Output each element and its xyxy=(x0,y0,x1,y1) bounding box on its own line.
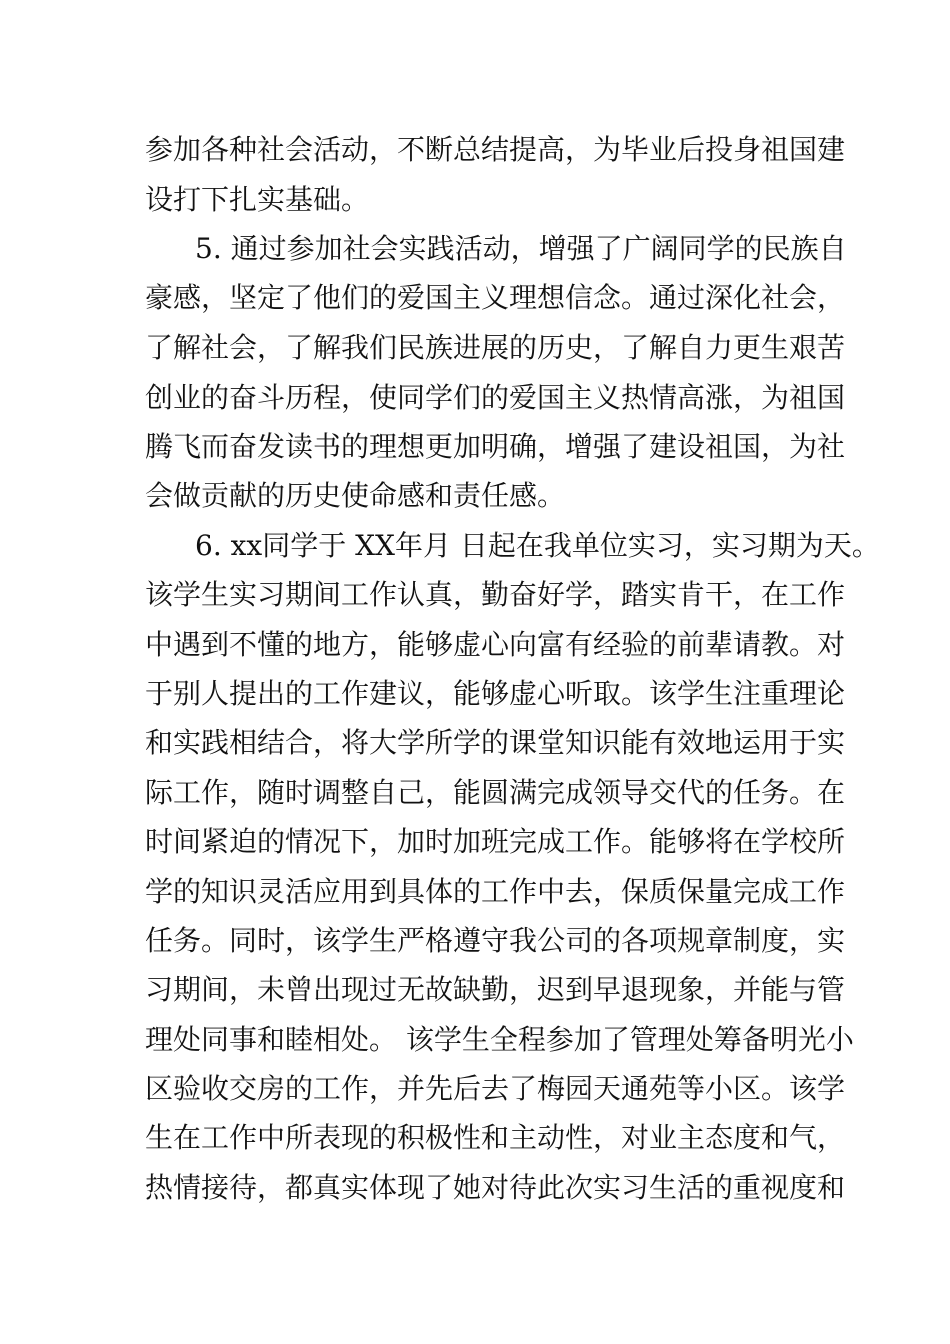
text-line: 了解社会，了解我们民族进展的历史，了解自力更生艰苦 xyxy=(145,331,846,364)
text-line: 热情接待，都真实体现了她对待此次实习生活的重视度和 xyxy=(145,1171,846,1204)
text-line: 时间紧迫的情况下，加时加班完成工作。能够将在学校所 xyxy=(145,825,846,858)
text-line: 学的知识灵活应用到具体的工作中去，保质保量完成工作 xyxy=(145,875,846,908)
text-line: 区验收交房的工作，并先后去了梅园天通苑等小区。该学 xyxy=(145,1072,846,1105)
text-line: 该学生实习期间工作认真，勤奋好学，踏实肯干，在工作 xyxy=(145,578,846,611)
paragraph-5-start: 5. 通过参加社会实践活动，增强了广阔同学的民族自 xyxy=(195,232,847,265)
text-line: 于别人提出的工作建议，能够虚心听取。该学生注重理论 xyxy=(145,677,846,710)
text-line: 中遇到不懂的地方，能够虚心向富有经验的前辈请教。对 xyxy=(145,628,846,661)
text-line: 参加各种社会活动，不断总结提高，为毕业后投身祖国建 xyxy=(145,133,846,166)
text-line: 生在工作中所表现的积极性和主动性，对业主态度和气， xyxy=(145,1121,846,1154)
text-line: 和实践相结合，将大学所学的课堂知识能有效地运用于实 xyxy=(145,726,846,759)
text-line: 任务。同时，该学生严格遵守我公司的各项规章制度，实 xyxy=(145,924,846,957)
paragraph-6-start: 6. xx同学于 XX年月 日起在我单位实习，实习期为天。 xyxy=(195,529,880,562)
text-line: 会做贡献的历史使命感和责任感。 xyxy=(145,479,566,512)
text-line: 际工作，随时调整自己，能圆满完成领导交代的任务。在 xyxy=(145,776,846,809)
text-line: 豪感，坚定了他们的爱国主义理想信念。通过深化社会， xyxy=(145,281,846,314)
text-line: 理处同事和睦相处。 该学生全程参加了管理处筹备明光小 xyxy=(145,1023,854,1056)
text-line: 设打下扎实基础。 xyxy=(145,183,370,216)
text-line: 习期间，未曾出现过无故缺勤，迟到早退现象，并能与管 xyxy=(145,973,846,1006)
text-line: 创业的奋斗历程，使同学们的爱国主义热情高涨，为祖国 xyxy=(145,381,846,414)
text-line: 腾飞而奋发读书的理想更加明确，增强了建设祖国，为社 xyxy=(145,430,846,463)
